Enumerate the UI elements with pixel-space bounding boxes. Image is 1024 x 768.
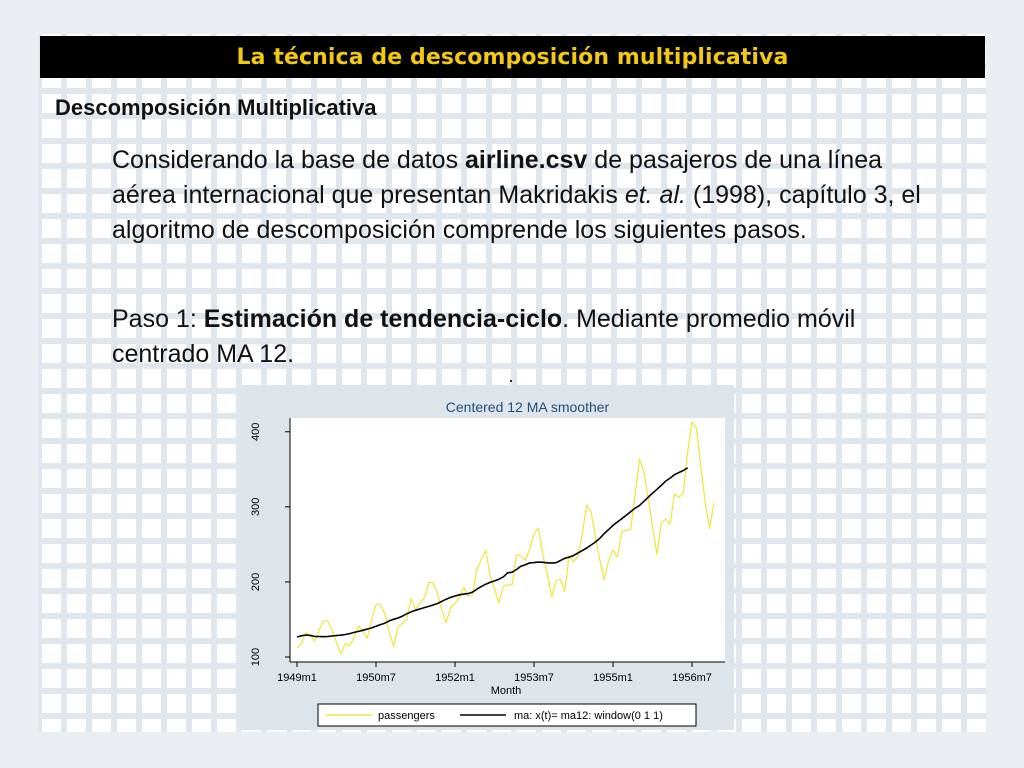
step-title: Estimación de tendencia-ciclo bbox=[203, 305, 563, 333]
intro-text-2: de pasajeros de una línea aérea internacional que presentan Makridakis bbox=[112, 146, 883, 209]
step-label: Paso 1: bbox=[112, 305, 204, 333]
dataset-name: airline.csv bbox=[465, 146, 588, 174]
legend-ma-label: ma: x(t)= ma12: window(0 1 1) bbox=[514, 710, 663, 722]
slide-title: La técnica de descomposición multiplicativa bbox=[236, 44, 789, 70]
stray-dot bbox=[510, 380, 512, 382]
x-tick-label: 1953m7 bbox=[514, 672, 554, 684]
x-tick-label: 1956m7 bbox=[672, 672, 712, 684]
intro-paragraph bbox=[112, 143, 922, 248]
x-tick-label: 1950m7 bbox=[356, 672, 396, 684]
intro-text-1: Considerando la base de datos bbox=[112, 146, 466, 174]
chart-panel bbox=[241, 385, 734, 730]
y-tick-label: 200 bbox=[250, 572, 262, 592]
intro-text-3: (1998), capítulo 3, el algoritmo de descomposición comprende los siguientes pasos. bbox=[112, 181, 921, 244]
plot-area bbox=[290, 418, 725, 662]
title-bar bbox=[40, 36, 985, 78]
et-al: et. al. bbox=[624, 181, 686, 209]
step-text: . Mediante promedio móvil centrado MA 12. bbox=[112, 305, 856, 368]
section-heading: Descomposición Multiplicativa bbox=[55, 95, 377, 120]
legend-passengers-label: passengers bbox=[378, 710, 435, 722]
chart-title: Centered 12 MA smoother bbox=[445, 399, 610, 415]
x-tick-label: 1952m1 bbox=[435, 672, 475, 684]
step-paragraph bbox=[112, 302, 922, 372]
x-tick-label: 1955m1 bbox=[593, 672, 633, 684]
x-tick-label: 1949m1 bbox=[277, 672, 317, 684]
y-tick-label: 400 bbox=[250, 422, 262, 441]
x-axis-title: Month bbox=[490, 685, 522, 697]
y-tick-label: 300 bbox=[250, 497, 262, 517]
y-tick-label: 100 bbox=[250, 647, 262, 667]
ma-chart bbox=[241, 385, 734, 730]
